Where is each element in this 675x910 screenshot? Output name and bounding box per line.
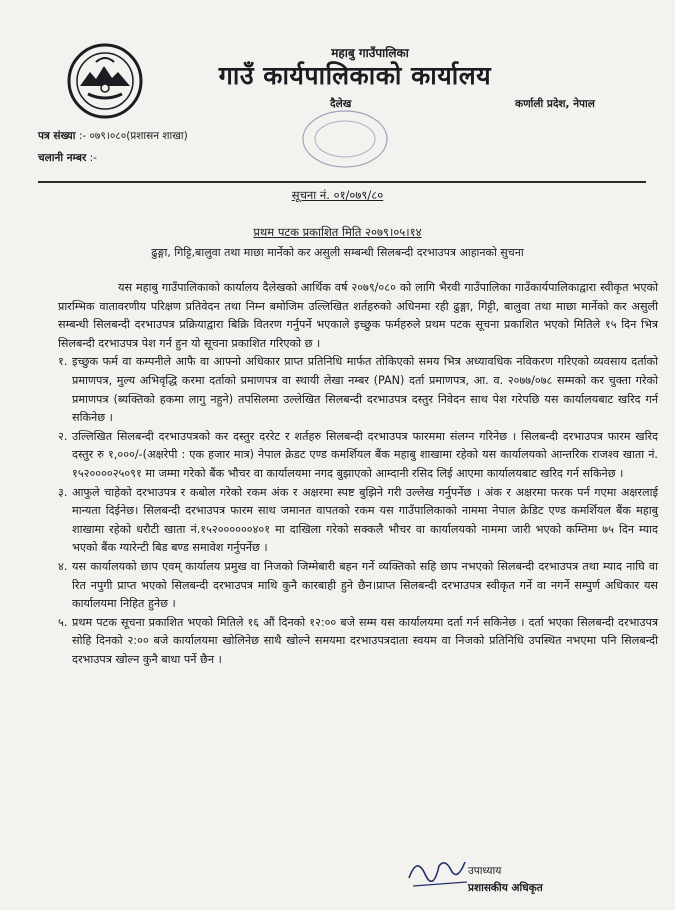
- list-item: [58, 558, 658, 614]
- office-title: गाउँ कार्यपालिकाको कार्यालय: [218, 61, 492, 90]
- municipality-name: महाबु गाउँपालिका: [331, 46, 409, 60]
- list-item: [58, 353, 658, 427]
- office-stamp: [300, 108, 390, 170]
- notice-number-text: सूचना नं. ०१/०७९/८०: [291, 188, 384, 202]
- first-published-text: प्रथम पटक प्रकाशित मिति २०७९।०५।१४: [253, 225, 422, 239]
- list-item: [58, 484, 658, 558]
- item-text: इच्छुक फर्म वा कम्पनीले आफै वा आफ्नो अधिकार प्राप्त प्रतिनिधि मार्फत तोकिएको समय भित्र अध्यावधिक नविकरण गरिएको व्यवसाय दर्ताको प्रमाणपत्र, मुल्य अभिवृद्धि करमा दर्ताको प्रमाणपत्र वा स्थायी लेखा नम्बर (PAN) दर्ता प्रमाणपत्र, आ. व. २०७७/०७८ सम्मको कर चुक्ता गरेको प्रमाणपत्र (ब्यक्तिको हकमा लागु नहुने) तपसिलमा उल्लेखित सिलबन्दी दरभाउपत्र दस्तुर निवेदन साथ पेश गरेपछि यस कार्यालयबाट खरिद गर्न सकिनेछ ।: [72, 355, 658, 425]
- item-number: २.: [58, 429, 68, 443]
- item-text: आफुले चाहेको दरभाउपत्र र कबोल गरेको रकम अंक र अक्षरमा स्पष्ट बुझिने गरी उल्लेख गर्नुपर्नेछ । अंक र अक्षरमा फरक पर्न गएमा अक्षरलाई मान्यता दिईनेछ। सिलबन्दी दरभाउपत्र फारम साथ जमानत वापतको रकम यस गाउँपालिकाको नाममा नेपाल क्रेडिट एण्ड कमर्शियल बैंक महाबु शाखामा रहेको धरौटी खाता नं.१५२००००००४०१ मा दाखिला गरेको सक्कलै भौचर वा कार्यालयको नाममा जारी भएको कम्तिमा ७५ दिन म्याद भएको बैंक ग्यारेन्टी बिड बण्ड समावेश गर्नुपर्नेछ ।: [72, 485, 658, 555]
- item-text: प्रथम पटक सूचना प्रकाशित भएको मितिले १६ औं दिनको १२:०० बजे सम्म यस कार्यालयमा दर्ता गर्न सकिनेछ । दर्ता भएका सिलबन्दी दरभाउपत्र सोहि दिनको २:०० बजे कार्यालयमा खोलिनेछ साथै खोल्ने समयमा दरभाउपत्रदाता स्वयम वा निजको प्रतिनिधि उपस्थित नभएमा पनि सिलबन्दी दरभाउपत्र खोल्न कुनै बाधा पर्ने छैन ।: [72, 615, 658, 666]
- letter-number-label: पत्र संख्या: [38, 130, 76, 142]
- dispatch-number-value: :-: [89, 152, 97, 164]
- intro-paragraph: यस महाबु गाउँपालिकाको कार्यालय दैलेखको आर्थिक वर्ष २०७९/०८० को लागि भैरवी गाउँपालिका गाउँकार्यपालिकाद्वारा स्वीकृत भएको प्रारम्भिक वातावरणीय परिक्षण प्रतिवेदन तथा निम्न बमोजिम उल्लिखित शर्तहरुको अधिनमा रही ढुङ्गा, गिट्टी, बालुवा तथा माछा मार्नेको कर असुली सम्बन्धी सिलबन्दी दरभाउपत्र प्रक्रियाद्वारा बिक्रि वितरण गर्नुपर्ने भएकाले इच्छुक फर्महरुले प्रथम पटक सूचना प्रकाशित भएको मितिले १५ दिन भित्र सिलबन्दी दरभाउपत्र पेश गर्न हुन यो सूचना प्रकाशित गरिएको छ ।: [58, 281, 658, 350]
- item-text: उल्लिखित सिलबन्दी दरभाउपत्रको कर दस्तुर दररेट र शर्तहरु सिलबन्दी दरभाउपत्र फारममा संलग्न गरिनेछ । सिलबन्दी दरभाउपत्र फारम खरिद दस्तुर रु १,०००/-(अक्षरेपी : एक हजार मात्र) नेपाल क्रेडट एण्ड कमर्शियल बैंक महाबु शाखामा रहेको यस कार्यालयको आन्तरिक राजश्व खाता नं. १५२००००२५०९१ मा जम्मा गरेको बैंक भौचर वा कार्यालयमा नगद बुझाएको आम्दानी रसिद लिई आएमा कार्यालयबाट खरिद गर्न सकिनेछ ।: [72, 429, 658, 480]
- signatory-name: उपाध्याय: [468, 865, 502, 877]
- list-item: [58, 428, 658, 484]
- item-text: यस कार्यालयको छाप एवम् कार्यालय प्रमुख वा निजको जिम्मेबारी बहन गर्ने व्यक्तिको सहि छाप नभएको सिलबन्दी दरभाउपत्र तथा म्याद नाघि वा रित नपुगी प्राप्त भएको सिलबन्दी दरभाउपत्र माथि कुनै कारबाही हुने छैन।प्राप्त सिलबन्दी दरभाउपत्र स्वीकृत गर्ने वा नगर्ने सम्पुर्ण अधिकार यस कार्यालयमा निहित हुनेछ ।: [72, 559, 658, 611]
- letter-number: [38, 129, 188, 143]
- list-item: [58, 614, 658, 670]
- first-published-date: [0, 225, 675, 240]
- signatory-title: प्रशासकीय अधिकृत: [468, 882, 543, 894]
- notice-subject: ढुङ्गा, गिट्टि,बालुवा तथा माछा मार्नेको कर असुली सम्बन्धी सिलबन्दी दरभाउपत्र आहानको सुचना: [151, 246, 524, 259]
- nepal-emblem-icon: [66, 42, 144, 120]
- item-number: १.: [58, 355, 68, 369]
- signature: [405, 848, 475, 894]
- item-number: ३.: [58, 485, 68, 499]
- letter-number-value: :- ०७९।०८०(प्रशासन शाखा): [78, 130, 188, 142]
- district-name: दैलेख: [330, 98, 352, 110]
- dispatch-number: [38, 151, 97, 165]
- province-name: कर्णाली प्रदेश, नेपाल: [515, 98, 595, 110]
- notice-number: [0, 188, 675, 203]
- item-number: ४.: [58, 559, 68, 573]
- notice-body: [58, 279, 658, 669]
- dispatch-number-label: चलानी नम्बर: [38, 152, 87, 164]
- header-divider: [38, 181, 646, 183]
- item-number: ५.: [58, 615, 68, 629]
